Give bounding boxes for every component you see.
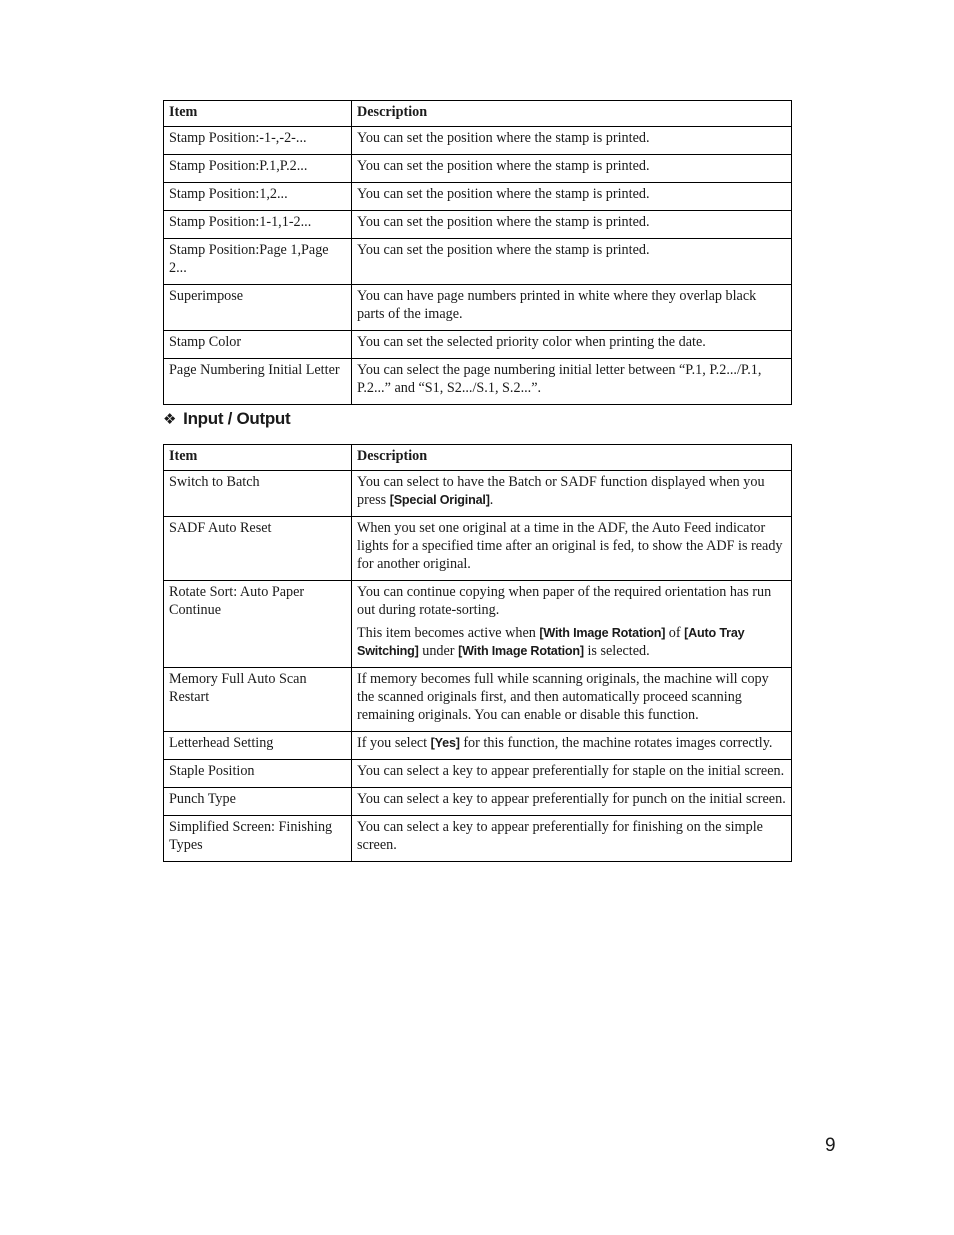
description-paragraph	[357, 624, 786, 660]
table-row	[164, 331, 792, 359]
item-cell: Switch to Batch	[164, 471, 352, 517]
item-cell: Stamp Position:-1-,-2-...	[164, 127, 352, 155]
table-row	[164, 211, 792, 239]
description-cell: You can have page numbers printed in white where they overlap black parts of the image.	[352, 285, 792, 331]
description-cell: You can set the selected priority color when printing the date.	[352, 331, 792, 359]
description-cell: You can set the position where the stamp is printed.	[352, 211, 792, 239]
item-cell: Stamp Color	[164, 331, 352, 359]
description-text: This item becomes active when	[357, 625, 540, 641]
table-row	[164, 155, 792, 183]
description-text: You can select to have the Batch or SADF function displayed when you press	[357, 474, 765, 508]
item-cell: Simplified Screen: Finishing Types	[164, 816, 352, 862]
description-cell	[352, 471, 792, 517]
description-cell: You can select the page numbering initial letter between “P.1, P.2.../P.1, P.2...” and “S1, S2.../S.1, S.2...”.	[352, 359, 792, 405]
description-text: for this function, the machine rotates images correctly.	[459, 735, 773, 751]
description-text: under	[418, 643, 459, 659]
column-header-item: Item	[164, 101, 352, 127]
item-cell: Stamp Position:1-1,1-2...	[164, 211, 352, 239]
table-row	[164, 732, 792, 760]
diamond-bullet-icon: ❖	[163, 411, 177, 428]
key-label: [Special Original]	[389, 493, 490, 507]
input-output-table	[163, 444, 792, 862]
description-text: If you select	[357, 735, 431, 751]
column-header-item: Item	[164, 445, 352, 471]
item-cell: Letterhead Setting	[164, 732, 352, 760]
table-row	[164, 581, 792, 668]
table-row	[164, 471, 792, 517]
description-cell: You can select a key to appear preferentially for staple on the initial screen.	[352, 760, 792, 788]
item-cell: Page Numbering Initial Letter	[164, 359, 352, 405]
key-label: [Yes]	[430, 736, 460, 750]
item-cell: SADF Auto Reset	[164, 517, 352, 581]
table-row	[164, 239, 792, 285]
table-row	[164, 517, 792, 581]
description-text: of	[665, 625, 685, 641]
description-cell	[352, 732, 792, 760]
description-cell	[352, 581, 792, 668]
table-row	[164, 127, 792, 155]
item-cell: Memory Full Auto Scan Restart	[164, 668, 352, 732]
description-cell: If memory becomes full while scanning originals, the machine will copy the scanned originals first, and then automatically proceed scanning remaining originals. You can enable or disable this function.	[352, 668, 792, 732]
description-text: .	[489, 492, 494, 508]
description-cell: You can set the position where the stamp is printed.	[352, 155, 792, 183]
section-heading	[163, 409, 290, 429]
item-cell: Superimpose	[164, 285, 352, 331]
table-row	[164, 359, 792, 405]
key-label: [With Image Rotation]	[539, 626, 666, 640]
description-cell: You can set the position where the stamp is printed.	[352, 239, 792, 285]
item-cell: Stamp Position:Page 1,Page 2...	[164, 239, 352, 285]
table-row	[164, 788, 792, 816]
table-row	[164, 668, 792, 732]
item-cell: Staple Position	[164, 760, 352, 788]
section-title: Input / Output	[183, 409, 291, 428]
key-label: [With Image Rotation]	[458, 644, 584, 658]
column-header-description: Description	[352, 445, 792, 471]
table-row	[164, 285, 792, 331]
table-row	[164, 816, 792, 862]
item-cell: Stamp Position:1,2...	[164, 183, 352, 211]
stamp-settings-table	[163, 100, 792, 405]
table-header-row	[164, 445, 792, 471]
page-number: 9	[825, 1135, 836, 1156]
item-cell: Punch Type	[164, 788, 352, 816]
key-label: [Auto Tray Switching]	[357, 626, 745, 658]
table-header-row	[164, 101, 792, 127]
item-cell: Stamp Position:P.1,P.2...	[164, 155, 352, 183]
description-cell: You can select a key to appear preferentially for finishing on the simple screen.	[352, 816, 792, 862]
table-row	[164, 183, 792, 211]
description-text: is selected.	[583, 643, 650, 659]
description-paragraph: You can continue copying when paper of the required orientation has run out during rotate-sorting.	[357, 584, 772, 618]
description-cell: When you set one original at a time in the ADF, the Auto Feed indicator lights for a specified time after an original is fed, to show the ADF is ready for another original.	[352, 517, 792, 581]
description-cell: You can select a key to appear preferentially for punch on the initial screen.	[352, 788, 792, 816]
item-cell: Rotate Sort: Auto Paper Continue	[164, 581, 352, 668]
description-cell: You can set the position where the stamp is printed.	[352, 127, 792, 155]
description-cell: You can set the position where the stamp is printed.	[352, 183, 792, 211]
table-row	[164, 760, 792, 788]
column-header-description: Description	[352, 101, 792, 127]
